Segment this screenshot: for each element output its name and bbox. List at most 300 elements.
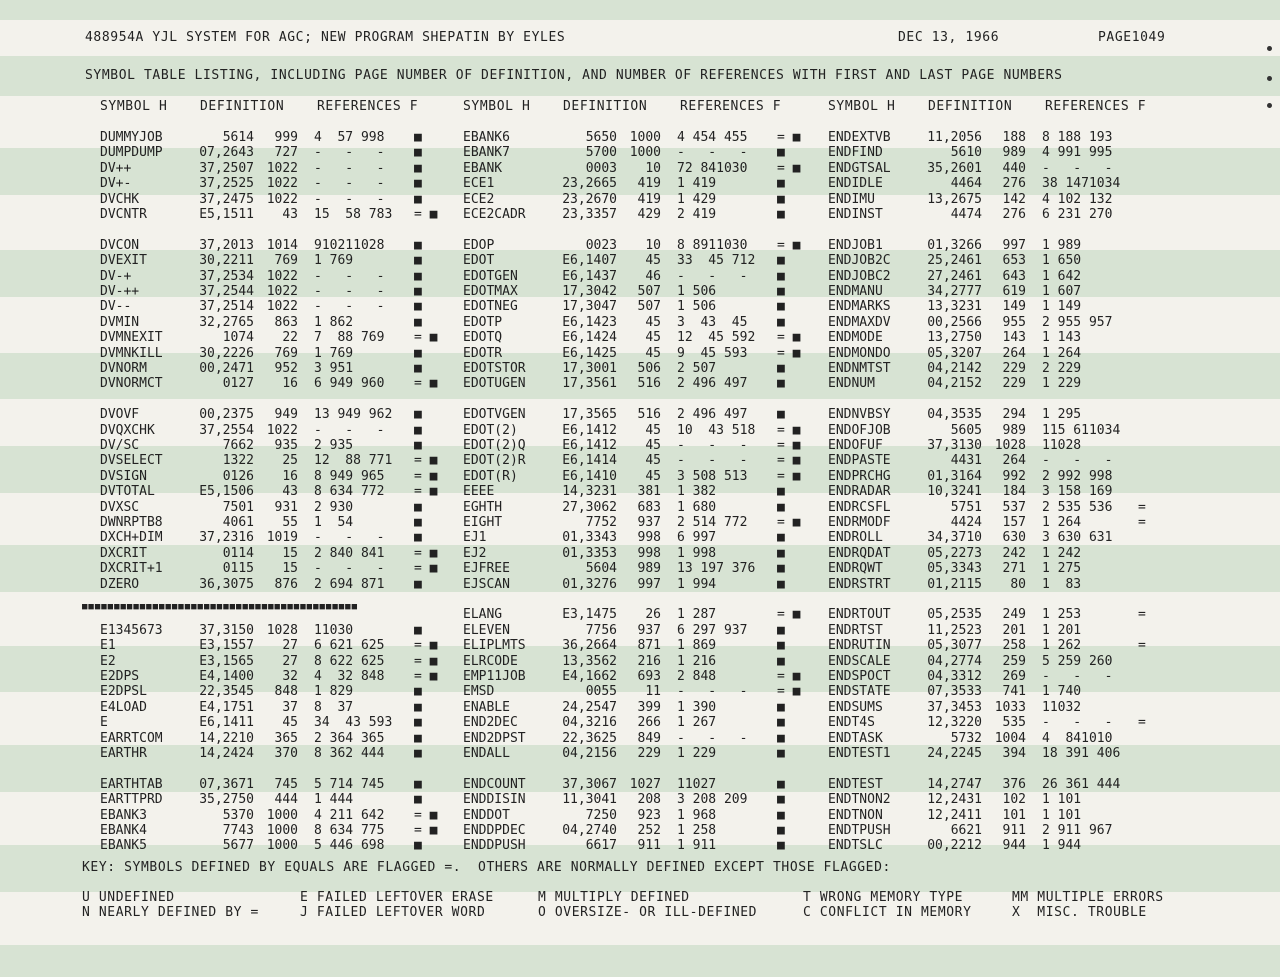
reference-counts: 1 444: [314, 792, 354, 808]
table-row: [828, 130, 1188, 145]
definition-address: 05,2535: [927, 607, 982, 623]
table-row: [463, 669, 823, 684]
definition-address: 5605: [950, 422, 982, 438]
definition-address: 00,2471: [199, 361, 254, 376]
definition-page: 101: [1002, 807, 1026, 823]
table-row: [463, 407, 823, 422]
table-row: [100, 546, 460, 561]
reference-counts: 9 45 593: [677, 345, 748, 361]
equals-flag: ■: [414, 160, 422, 176]
symbol-name: EMP11JOB: [463, 669, 526, 684]
equals-flag: = ■: [414, 207, 438, 222]
symbol-name: DVCHK: [100, 191, 140, 207]
definition-page: 745: [274, 776, 298, 792]
equals-flag: ■: [777, 823, 785, 838]
reference-counts: 2 364 365: [314, 730, 385, 746]
symbol-name: DZERO: [100, 576, 140, 592]
table-row: [828, 207, 1188, 222]
symbol-name: ENDTNON2: [828, 792, 891, 808]
equals-flag: = ■: [777, 130, 801, 145]
definition-page: 1022: [266, 299, 298, 315]
definition-page: 394: [1002, 746, 1026, 761]
symbol-name: ELIPLMTS: [463, 638, 526, 654]
definition-address: 5732: [950, 730, 982, 746]
symbol-name: ENDINST: [828, 207, 883, 222]
table-row: [828, 346, 1188, 361]
equals-flag: ■: [777, 191, 785, 207]
definition-page: 242: [1002, 545, 1026, 561]
reference-counts: - - -: [1042, 160, 1113, 176]
definition-address: E6,1423: [562, 314, 617, 330]
symbol-name: ENDDPUSH: [463, 838, 526, 854]
definition-page: 1022: [266, 268, 298, 284]
symbol-name: ENDIMU: [828, 191, 875, 207]
definition-page: 32: [282, 669, 298, 684]
definition-page: 937: [637, 515, 661, 530]
definition-page: 376: [1002, 776, 1026, 792]
definition-address: E6,1425: [562, 345, 617, 361]
symbol-name: DVNORMCT: [100, 376, 163, 392]
definition-address: 24,2547: [562, 699, 617, 715]
definition-address: 4474: [950, 207, 982, 222]
definition-address: 5370: [222, 807, 254, 823]
table-row: [463, 654, 823, 669]
definition-page: 45: [645, 253, 661, 269]
col-header-symbol: SYMBOL H: [100, 99, 168, 114]
equals-flag: ■: [414, 730, 422, 746]
reference-counts: 2 496 497: [677, 407, 748, 423]
definition-page: 1004: [994, 730, 1026, 746]
equals-flag: = ■: [777, 438, 801, 453]
definition-page: 506: [637, 361, 661, 376]
definition-address: 30,2226: [199, 345, 254, 361]
definition-address: 00,2212: [927, 838, 982, 854]
definition-address: E6,1412: [562, 438, 617, 453]
symbol-name: E: [100, 715, 108, 731]
symbol-name: ENDRTOUT: [828, 607, 891, 623]
reference-counts: 4 211 642: [314, 807, 385, 823]
reference-counts: 12 88 771: [314, 453, 393, 469]
definition-page: 741: [1002, 684, 1026, 700]
definition-address: 0114: [222, 545, 254, 561]
table-row: [828, 700, 1188, 715]
reference-counts: 1 998: [677, 545, 717, 561]
table-row: [828, 423, 1188, 438]
symbol-name: EBANK5: [100, 838, 147, 854]
equals-flag: ■: [414, 345, 422, 361]
symbol-name: ENDTSLC: [828, 838, 883, 854]
reference-counts: 1 275: [1042, 561, 1082, 577]
definition-address: 07,3533: [927, 684, 982, 700]
reference-counts: 11027: [677, 776, 717, 792]
equals-flag: ■: [777, 838, 785, 854]
symbol-name: EDOP: [463, 237, 495, 253]
table-row: [463, 130, 823, 145]
definition-page: 10: [645, 160, 661, 176]
definition-address: 1322: [222, 453, 254, 469]
reference-counts: 2 992 998: [1042, 468, 1113, 484]
table-row: [463, 253, 823, 268]
symbol-name: EDOTGEN: [463, 268, 518, 284]
definition-address: 00,2375: [199, 407, 254, 423]
table-row: [828, 577, 1188, 592]
reference-counts: 18 391 406: [1042, 746, 1121, 761]
reference-counts: 5 714 745: [314, 776, 385, 792]
page-number: PAGE1049: [1098, 30, 1166, 45]
definition-page: 1022: [266, 176, 298, 192]
reference-counts: 1 769: [314, 253, 354, 269]
symbol-name: ENDTASK: [828, 730, 883, 746]
equals-flag: ■: [777, 145, 785, 161]
reference-counts: 1 229: [677, 746, 717, 761]
equals-flag: = ■: [414, 638, 438, 654]
symbol-name: EDOTUGEN: [463, 376, 526, 392]
definition-address: 05,3077: [927, 638, 982, 654]
reference-counts: - - -: [1042, 715, 1113, 731]
equals-flag: ■: [777, 730, 785, 746]
definition-page: 1022: [266, 422, 298, 438]
tractor-hole: [1267, 76, 1272, 81]
reference-counts: 3 630 631: [1042, 530, 1113, 546]
table-row: [100, 684, 460, 699]
symbol-name: EBANK3: [100, 807, 147, 823]
table-row: [463, 561, 823, 576]
reference-counts: 1 101: [1042, 792, 1082, 808]
table-row: [100, 315, 460, 330]
definition-page: 37: [282, 699, 298, 715]
symbol-name: ENDNVBSY: [828, 407, 891, 423]
symbol-name: DVQXCHK: [100, 422, 155, 438]
symbol-name: EJSCAN: [463, 576, 510, 592]
symbol-name: EGHTH: [463, 499, 503, 515]
greenbar-band: [0, 0, 1280, 20]
definition-page: 45: [645, 345, 661, 361]
definition-address: E4,1662: [562, 669, 617, 684]
definition-address: 12,2411: [927, 807, 982, 823]
definition-page: 25: [282, 453, 298, 469]
symbol-name: DV-++: [100, 284, 140, 299]
reference-counts: 1 989: [1042, 237, 1082, 253]
symbol-name: EBANK: [463, 160, 503, 176]
definition-page: 935: [274, 438, 298, 453]
definition-page: 43: [282, 484, 298, 500]
equals-flag: ■: [777, 176, 785, 192]
equals-flag: = ■: [777, 684, 801, 700]
definition-page: 43: [282, 207, 298, 222]
key-item: N NEARLY DEFINED BY =: [82, 905, 259, 920]
definition-page: 1000: [266, 823, 298, 838]
symbol-name: ENDSUMS: [828, 699, 883, 715]
reference-counts: 11030: [314, 622, 354, 638]
definition-page: 429: [637, 207, 661, 222]
definition-page: 516: [637, 407, 661, 423]
reference-counts: 2 496 497: [677, 376, 748, 392]
definition-page: 507: [637, 284, 661, 299]
definition-address: 30,2211: [199, 253, 254, 269]
symbol-name: E2: [100, 653, 116, 669]
equals-flag: ■: [414, 145, 422, 161]
definition-page: 997: [1002, 237, 1026, 253]
equals-flag: ■: [777, 746, 785, 761]
table-row: [828, 654, 1188, 669]
definition-page: 184: [1002, 484, 1026, 500]
definition-address: 01,2115: [927, 576, 982, 592]
equals-flag: ■: [777, 638, 785, 654]
reference-counts: - - -: [314, 268, 385, 284]
definition-page: 440: [1002, 160, 1026, 176]
reference-counts: 1 229: [1042, 376, 1082, 392]
symbol-name: ENDNMTST: [828, 361, 891, 376]
definition-address: E5,1511: [199, 207, 254, 222]
symbol-name: ENABLE: [463, 699, 510, 715]
table-row: [463, 176, 823, 191]
symbol-name: DVSELECT: [100, 453, 163, 469]
symbol-name: ENDDISIN: [463, 792, 526, 808]
table-row: [463, 792, 823, 807]
table-row: [828, 315, 1188, 330]
definition-address: 7743: [222, 823, 254, 838]
table-row: [100, 192, 460, 207]
equals-flag: = ■: [777, 160, 801, 176]
definition-page: 271: [1002, 561, 1026, 577]
table-row: [463, 145, 823, 160]
definition-page: 507: [637, 299, 661, 315]
definition-page: 208: [637, 792, 661, 808]
definition-address: 34,3710: [927, 530, 982, 546]
table-row: [463, 438, 823, 453]
table-row: [100, 530, 460, 545]
reference-counts: 1 216: [677, 653, 717, 669]
definition-page: 997: [637, 576, 661, 592]
symbol-name: EEEE: [463, 484, 495, 500]
definition-address: 17,3001: [562, 361, 617, 376]
reference-counts: - - -: [677, 453, 748, 469]
equals-flag: ■: [414, 130, 422, 145]
equals-flag: ■: [414, 176, 422, 192]
definition-address: 37,2475: [199, 191, 254, 207]
definition-page: 157: [1002, 515, 1026, 530]
definition-page: 769: [274, 253, 298, 269]
listing-subtitle: SYMBOL TABLE LISTING, INCLUDING PAGE NUMBER OF DEFINITION, AND NUMBER OF REFERENCES WITH FIRST AND LAST PAGE NUMBERS: [85, 68, 1063, 83]
definition-address: 37,3067: [562, 776, 617, 792]
table-row: [828, 623, 1188, 638]
symbol-name: DV--: [100, 299, 132, 315]
reference-counts: 8 622 625: [314, 653, 385, 669]
reference-counts: 6 231 270: [1042, 207, 1113, 222]
symbol-name: DVMNKILL: [100, 345, 163, 361]
symbol-name: ENDALL: [463, 746, 510, 761]
table-row: [463, 808, 823, 823]
definition-page: 535: [1002, 715, 1026, 731]
definition-page: 944: [1002, 838, 1026, 854]
definition-address: 23,2665: [562, 176, 617, 192]
table-row: [463, 546, 823, 561]
equals-flag: ■: [414, 515, 422, 530]
definition-page: 1033: [994, 699, 1026, 715]
definition-page: 992: [1002, 468, 1026, 484]
definition-address: 23,3357: [562, 207, 617, 222]
table-row: [463, 207, 823, 222]
symbol-name: EDOTP: [463, 314, 503, 330]
key-item: X MISC. TROUBLE: [1012, 905, 1147, 920]
definition-address: 17,3561: [562, 376, 617, 392]
reference-counts: 2 507: [677, 361, 717, 376]
reference-counts: 1 390: [677, 699, 717, 715]
definition-page: 142: [1002, 191, 1026, 207]
definition-address: 01,3266: [927, 237, 982, 253]
definition-page: 266: [637, 715, 661, 731]
definition-address: 7250: [585, 807, 617, 823]
key-item: J FAILED LEFTOVER WORD: [300, 905, 486, 920]
definition-address: 5604: [585, 561, 617, 577]
definition-address: 5610: [950, 145, 982, 161]
definition-address: 12,2431: [927, 792, 982, 808]
reference-counts: 1 267: [677, 715, 717, 731]
equals-flag: ■: [777, 284, 785, 299]
equals-flag: = ■: [414, 468, 438, 484]
key-legend: KEY: SYMBOLS DEFINED BY EQUALS ARE FLAGGED =. OTHERS ARE NORMALLY DEFINED EXCEPT THOSE FLAGGED:: [82, 860, 891, 875]
key-item: M MULTIPLY DEFINED: [538, 890, 690, 905]
definition-page: 399: [637, 699, 661, 715]
equals-flag: ■: [414, 776, 422, 792]
equals-flag: ■: [414, 407, 422, 423]
definition-page: 269: [1002, 669, 1026, 684]
col-header-definition: DEFINITION: [200, 99, 285, 114]
table-row: [828, 546, 1188, 561]
equals-flag: = ■: [777, 468, 801, 484]
table-row: [100, 453, 460, 468]
table-row: [828, 299, 1188, 314]
reference-counts: - - -: [677, 684, 748, 700]
reference-counts: 1 506: [677, 284, 717, 299]
reference-counts: 8 37: [314, 699, 354, 715]
table-row: [828, 484, 1188, 499]
definition-page: 276: [1002, 176, 1026, 192]
reference-counts: - - -: [314, 145, 385, 161]
table-row: [463, 777, 823, 792]
table-row: [100, 823, 460, 838]
definition-page: 619: [1002, 284, 1026, 299]
definition-address: 32,2765: [199, 314, 254, 330]
definition-page: 1028: [994, 438, 1026, 453]
definition-address: 6617: [585, 838, 617, 854]
table-row: [100, 792, 460, 807]
symbol-name: ENDNUM: [828, 376, 875, 392]
definition-page: 1022: [266, 160, 298, 176]
table-row: [828, 407, 1188, 422]
equals-flag: ■: [414, 422, 422, 438]
equals-flag: ■: [777, 376, 785, 392]
definition-page: 102: [1002, 792, 1026, 808]
definition-address: 5677: [222, 838, 254, 854]
table-row: [828, 145, 1188, 160]
symbol-name: EIGHT: [463, 515, 503, 530]
table-row: [100, 500, 460, 515]
table-row: [828, 823, 1188, 838]
definition-page: 955: [1002, 314, 1026, 330]
definition-page: 259: [1002, 653, 1026, 669]
reference-counts: 12 45 592: [677, 330, 756, 346]
reference-counts: - - -: [314, 191, 385, 207]
equals-flag: ■: [777, 268, 785, 284]
symbol-name: DVTOTAL: [100, 484, 155, 500]
table-row: [828, 376, 1188, 391]
definition-page: 419: [637, 191, 661, 207]
col-header-symbol: SYMBOL H: [828, 99, 896, 114]
definition-address: 17,3047: [562, 299, 617, 315]
equals-flag: ■: [777, 776, 785, 792]
table-row: [463, 453, 823, 468]
equals-flag: ■: [414, 237, 422, 253]
key-item: T WRONG MEMORY TYPE: [803, 890, 964, 905]
reference-counts: 11032: [1042, 699, 1082, 715]
symbol-name: ENDIDLE: [828, 176, 883, 192]
equals-flag: =: [1138, 638, 1146, 654]
reference-counts: 6 297 937: [677, 622, 748, 638]
equals-flag: ■: [414, 715, 422, 731]
definition-address: E6,1410: [562, 468, 617, 484]
table-row: [828, 808, 1188, 823]
reference-counts: 6 997: [677, 530, 717, 546]
reference-counts: 1 862: [314, 314, 354, 330]
definition-address: E6,1412: [562, 422, 617, 438]
table-row: [828, 731, 1188, 746]
symbol-name: ENDTEST1: [828, 746, 891, 761]
reference-counts: 6 621 625: [314, 638, 385, 654]
definition-address: E6,1407: [562, 253, 617, 269]
reference-counts: 6 949 960: [314, 376, 385, 392]
table-row: [828, 176, 1188, 191]
symbol-name: ENDROLL: [828, 530, 883, 546]
symbol-name: ENDT4S: [828, 715, 875, 731]
table-row: [100, 361, 460, 376]
symbol-name: DVMIN: [100, 314, 140, 330]
definition-address: 23,2670: [562, 191, 617, 207]
definition-page: 863: [274, 314, 298, 330]
equals-flag: = ■: [414, 669, 438, 684]
definition-page: 26: [645, 607, 661, 623]
equals-flag: ■: [414, 530, 422, 546]
table-row: [463, 638, 823, 653]
table-row: [100, 561, 460, 576]
reference-counts: 1 264: [1042, 345, 1082, 361]
definition-page: 998: [637, 530, 661, 546]
reference-counts: - - -: [314, 160, 385, 176]
definition-address: 14,3231: [562, 484, 617, 500]
definition-address: 27,3062: [562, 499, 617, 515]
definition-page: 1028: [266, 622, 298, 638]
table-row: [100, 623, 460, 638]
equals-flag: = ■: [777, 422, 801, 438]
symbol-name: EARTHR: [100, 746, 147, 761]
equals-flag: = ■: [777, 237, 801, 253]
table-row: [828, 715, 1188, 730]
definition-address: 05,3343: [927, 561, 982, 577]
definition-page: 27: [282, 638, 298, 654]
definition-page: 444: [274, 792, 298, 808]
reference-counts: 8 188 193: [1042, 130, 1113, 145]
definition-address: 01,3343: [562, 530, 617, 546]
definition-page: 911: [1002, 823, 1026, 838]
table-row: [463, 700, 823, 715]
table-row: [828, 607, 1188, 622]
equals-flag: ■: [414, 499, 422, 515]
equals-flag: ■: [777, 699, 785, 715]
table-row: [463, 161, 823, 176]
table-row: [100, 253, 460, 268]
reference-counts: 1 968: [677, 807, 717, 823]
definition-address: 04,2774: [927, 653, 982, 669]
